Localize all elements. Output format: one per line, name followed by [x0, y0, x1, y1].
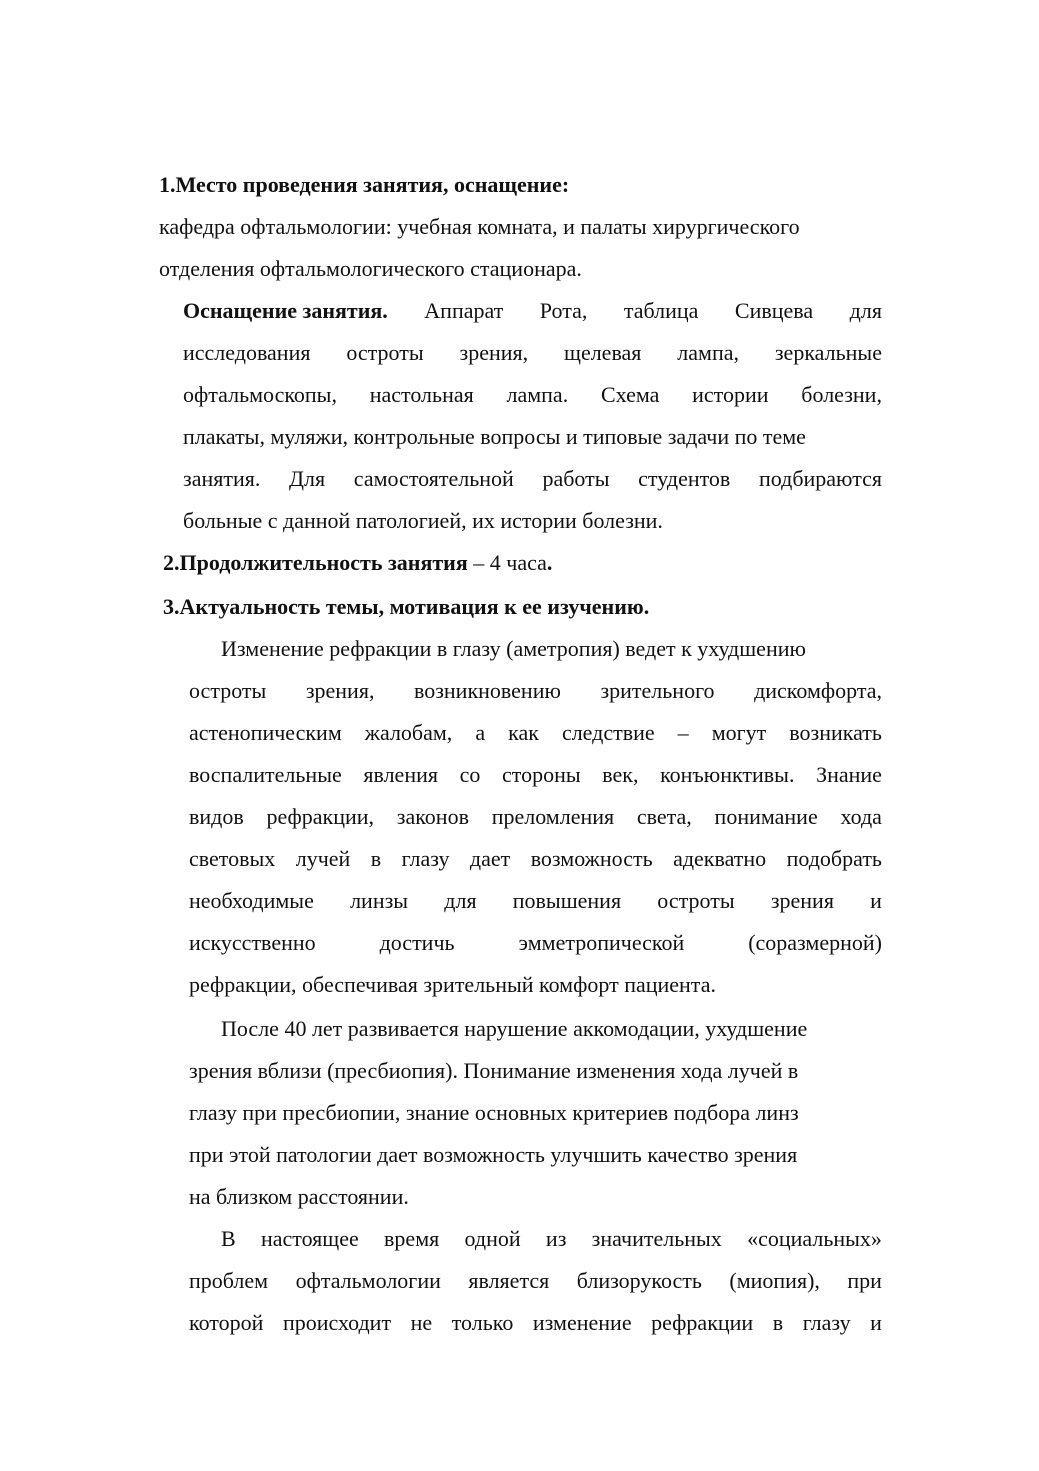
equipment-line-2: исследования остроты зрения, щелевая лампа, зеркальные: [183, 340, 882, 365]
section-2-duration: – 4 часа: [467, 550, 547, 575]
paragraph-2-line-1: После 40 лет развивается нарушение аккомодации, ухудшение: [221, 1016, 808, 1041]
section-1-heading: 1.Место проведения занятия, оснащение:: [159, 172, 570, 197]
paragraph-1-line-3: астенопическим жалобам, а как следствие – могут возникать: [189, 720, 882, 745]
paragraph-3-line-3: которой происходит не только изменение рефракции в глазу и: [189, 1310, 882, 1335]
paragraph-1-line-7: необходимые линзы для повышения остроты зрения и: [189, 888, 882, 913]
section-2-line: 2.Продолжительность занятия – 4 часа.: [163, 550, 553, 575]
equipment-line-1: Оснащение занятия. Аппарат Рота, таблица Сивцева для: [183, 298, 882, 323]
section-1-line-1: кафедра офтальмологии: учебная комната, и палаты хирургического: [159, 214, 800, 239]
section-2-label: 2.Продолжительность занятия: [163, 550, 468, 575]
section-3-heading: 3.Актуальность темы, мотивация к ее изучению.: [163, 594, 650, 619]
paragraph-3-line-2: проблем офтальмологии является близорукость (миопия), при: [189, 1268, 882, 1293]
paragraph-1-line-2: остроты зрения, возникновению зрительного дискомфорта,: [189, 678, 882, 703]
paragraph-1-line-5: видов рефракции, законов преломления света, понимание хода: [189, 804, 882, 829]
paragraph-2-line-4: при этой патологии дает возможность улучшить качество зрения: [189, 1142, 798, 1167]
paragraph-2-line-2: зрения вблизи (пресбиопия). Понимание изменения хода лучей в: [189, 1058, 799, 1083]
equipment-line-6: больные с данной патологией, их истории болезни.: [183, 508, 663, 533]
paragraph-2-line-5: на близком расстоянии.: [189, 1184, 409, 1209]
paragraph-3-line-1: В настоящее время одной из значительных «социальных»: [221, 1226, 882, 1251]
equipment-line-4: плакаты, муляжи, контрольные вопросы и типовые задачи по теме: [183, 424, 806, 449]
paragraph-1-line-4: воспалительные явления со стороны век, конъюнктивы. Знание: [189, 762, 882, 787]
paragraph-1-line-6: световых лучей в глазу дает возможность адекватно подобрать: [189, 846, 882, 871]
paragraph-2-line-3: глазу при пресбиопии, знание основных критериев подбора линз: [189, 1100, 799, 1125]
section-1-line-2: отделения офтальмологического стационара.: [159, 256, 582, 281]
equipment-line-5: занятия. Для самостоятельной работы студентов подбираются: [183, 466, 882, 491]
equipment-label: Оснащение занятия.: [183, 298, 388, 323]
paragraph-1-line-9: рефракции, обеспечивая зрительный комфорт пациента.: [189, 972, 716, 997]
paragraph-1-line-1: Изменение рефракции в глазу (аметропия) ведет к ухудшению: [221, 636, 806, 661]
paragraph-1-line-8: искусственно достичь эмметропической (соразмерной): [189, 930, 882, 955]
equipment-line-3: офтальмоскопы, настольная лампа. Схема истории болезни,: [183, 382, 882, 407]
